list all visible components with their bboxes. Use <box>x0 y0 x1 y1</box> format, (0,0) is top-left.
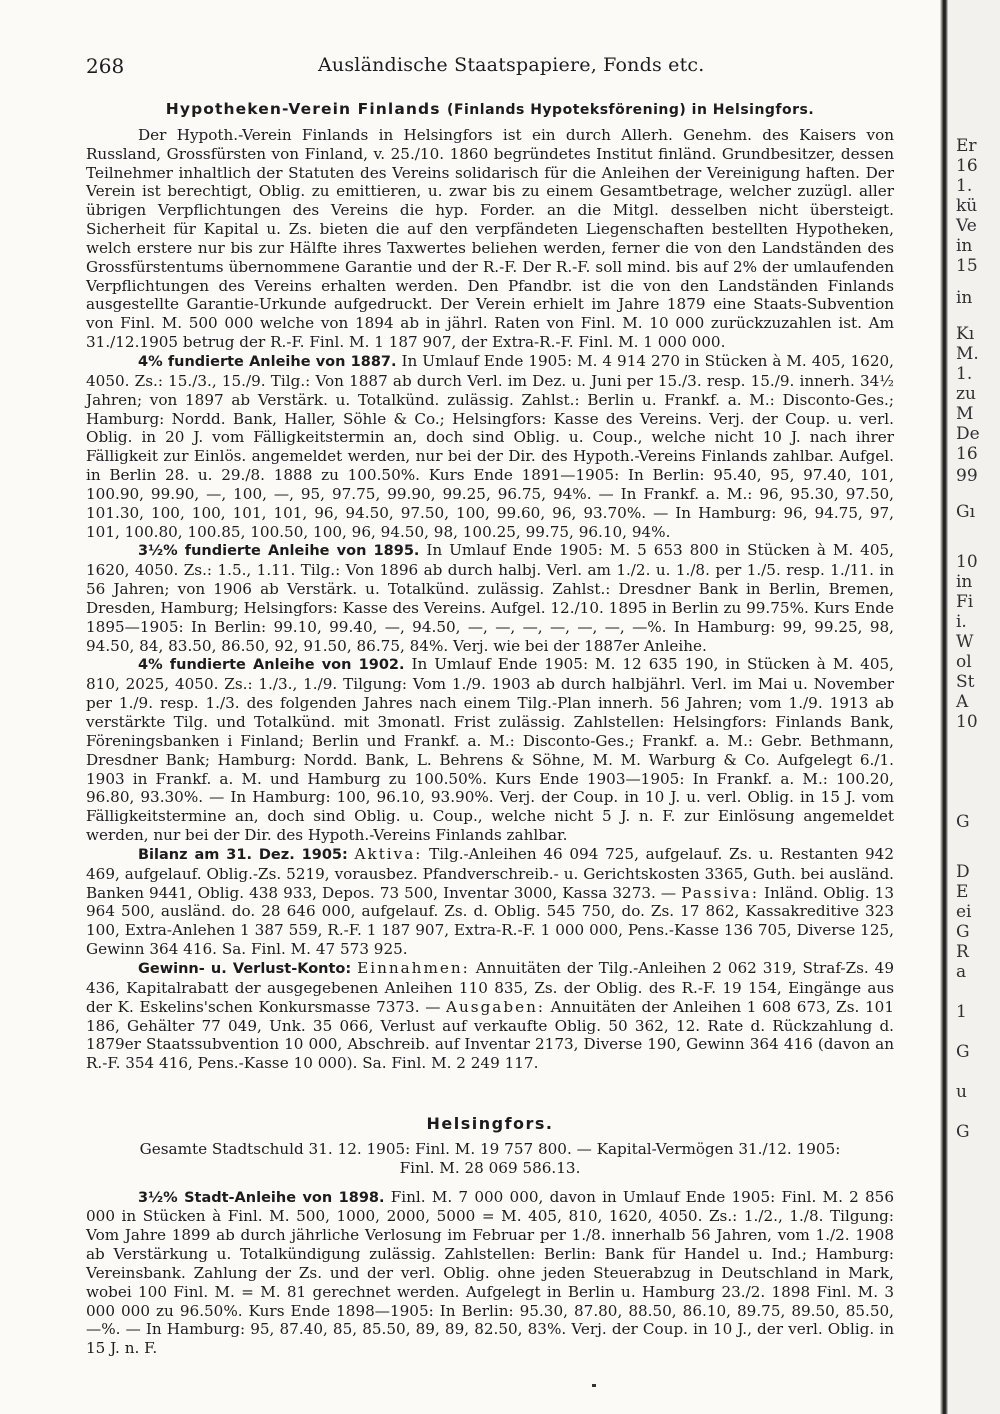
adjacent-page-fragment: ol <box>956 652 972 672</box>
bilanz-passiva-label: Passiva: <box>681 883 759 902</box>
adjacent-page-fragment: Kı <box>956 324 975 344</box>
bilanz-passiva-text: Inländ. Oblig. 13 964 500, ausländ. do. 28 646 000, aufgelauf. Zs. d. Oblig. 545 750, do. Zs. 17 862, Kassakreditive 323 100, Extra-Anlehen 1 387 559, R.-F. 1 187 907, Extra-R.-F. 1 000 000, Pens.-Kasse 136 705, Diverse 125, Gewinn 364 416. Sa. Finl. M. 47 573 925. <box>86 883 894 959</box>
adjacent-page-fragment: W <box>956 632 974 652</box>
section-title-helsingfors: Helsingfors. <box>426 1114 554 1134</box>
adjacent-page-fragment: Gı <box>956 502 976 522</box>
bilanz-title: Bilanz am 31. Dez. 1905: <box>138 846 348 863</box>
intro-paragraph: Der Hypoth.-Verein Finlands in Helsingfors ist ein durch Allerh. Genehm. des Kaisers von Russland, Grossfürsten von Finland, v. 25./10. 1860 begründetes Institut finländ. Grundbesitzer, dessen Teilnehmer inhaltlich der Statuten des Vereins solidarisch für die Anleihen der Vereinigung haften. Der Verein ist berechtigt, Oblig. zu emittieren, u. zwar bis zu einem Gesamtbetrage, welcher zuzügl. aller übrigen Verpflichtungen des Vereins die hyp. Forder. an die Mitgl. desselben nicht übersteigt. Sicherheit für Kapital u. Zs. bieten die auf den verpfändeten Liegenschaften bestellten Hypotheken, welch erstere nur bis zur Hälfte ihres Taxwertes beliehen werden, ferner die von den Landständen des Grossfürstentums übernommene Garantie und der R.-F. Der R.-F. soll mind. bis auf 2% der umlaufenden Verpflichtungen des Vereins erhalten werden. Den Pfandbr. ist die von den Landständen Finlands ausgestellte Garantie-Urkunde aufgedruckt. Der Verein erhielt im Jahre 1879 eine Staats-Subvention von Finl. M. 500 000 welche von 1894 ab in jährl. Raten von Finl. M. 10 000 zurückzuzahlen ist. Am 31./12.1905 betrug der R.-F. Finl. M. 1 187 907, der Extra-R.-F. Finl. M. 1 000 000. <box>86 125 894 352</box>
loan-1887-text: In Umlauf Ende 1905: M. 4 914 270 in Stücken à M. 405, 1620, 4050. Zs.: 15./3., 15./9. Tilg.: Von 1887 ab durch Verl. im Dez. u. Juni per 15./3. resp. 15./9. innerh. 34½ Jahren; von 1897 ab Verstärk. u. Totalkünd. zulässig. Zahlst.: Berlin u. Frankf. a. M.: Disconto-Ges.; Hamburg: Nordd. Bank, Haller, Söhle & Co.; Helsingfors: Kasse des Vereins. Verj. der Coup. u. verl. Oblig. in 20 J. vom Fälligkeitstermin an, doch sind Oblig. u. Coup., welche nicht 10 J. nach ihrer Fälligkeit zur Einlös. angemeldet werden, nur bei der Dir. des Hypoth.-Vereins Finlands zahlbar. Aufgel. in Berlin 28. u. 29./8. 1888 zu 100.50%. Kurs Ende 1891—1905: In Berlin: 95.40, 95, 97.40, 101, 100.90, 99.90, —, 100, —, 95, 97.75, 99.90, 99.25, 96.75, 94%. — In Frankf. a. M.: 96, 95.30, 97.50, 101.30, 100, 100, 101, 101, 96, 94.50, 97.50, 100, 99.60, 96, 93.70%. — In Hamburg: 96, 94.75, 97, 101, 100.80, 100.85, 100.50, 100, 96, 94.50, 98, 100.25, 99.75, 96.10, 94%. <box>86 351 894 541</box>
adjacent-page-fragment: 15 <box>956 256 978 276</box>
adjacent-page-fragment: De <box>956 424 980 444</box>
adjacent-page-fragment: M. <box>956 344 979 364</box>
adjacent-page-fragment: St <box>956 672 975 692</box>
loan-1887-title: 4% fundierte Anleihe von 1887. <box>138 353 397 370</box>
adjacent-page-fragment: A <box>956 692 969 712</box>
page-header <box>86 54 886 82</box>
loan-1902-paragraph <box>86 655 894 844</box>
ink-speck <box>592 1384 596 1387</box>
adjacent-page-fragment: 1. <box>956 364 973 384</box>
adjacent-page-fragment: Fi <box>956 592 974 612</box>
adjacent-page-fragment: Ve <box>956 216 977 236</box>
adjacent-page-fragment: zu <box>956 384 976 404</box>
section-title-hypotheken-verein <box>86 100 894 120</box>
adjacent-page-fragment: ei <box>956 902 972 922</box>
adjacent-page-fragment: 1. <box>956 176 973 196</box>
bilanz-aktiva-label: Aktiva: <box>354 844 423 863</box>
adjacent-page-fragment: i. <box>956 612 967 632</box>
book-spine <box>940 0 948 1414</box>
adjacent-page-fragment: G <box>956 922 970 942</box>
section-title-sub: (Finlands Hypoteksförening) in Helsingfors. <box>447 102 815 118</box>
adjacent-page-fragment: D <box>956 862 970 882</box>
loan-1895-text: In Umlauf Ende 1905: M. 5 653 800 in Stücken à M. 405, 1620, 4050. Zs.: 1.5., 1.11. Tilg.: Von 1896 ab durch halbj. Verl. am 1./2. u. 1./8. per 1./5. resp. 1./11. in 56 Jahren; von 1906 ab Verstärk. u. Totalkünd. zulässig. Zahlst.: Dresdner Bank in Berlin, Bremen, Dresden, Hamburg; Helsingfors: Kasse des Vereins. Aufgel. 12./10. 1895 in Berlin zu 99.75%. Kurs Ende 1895—1905: In Berlin: 99.10, 99.40, —, 94.50, —, —, —, —, —, —, —%. In Hamburg: 99, 99.25, 98, 94.50, 84, 83.50, 86.50, 92, 91.50, 86.75, 84%. Verj. wie bei der 1887er Anleihe. <box>86 541 895 655</box>
adjacent-page-fragment: in <box>956 572 973 592</box>
adjacent-page-fragment: Er <box>956 136 977 156</box>
adjacent-page-fragment: in <box>956 236 973 256</box>
page-content <box>86 100 894 1358</box>
city-debt-line-1: Gesamte Stadtschuld 31. 12. 1905: Finl. M. 19 757 800. — Kapital-Vermögen 31./12. 1905: <box>139 1139 841 1158</box>
adjacent-page-fragment: G <box>956 1122 970 1142</box>
adjacent-page-fragment: 99 <box>956 466 978 486</box>
adjacent-page-fragment: 16 <box>956 444 978 464</box>
adjacent-page-fragment: a <box>956 962 967 982</box>
loan-1887-paragraph <box>86 352 894 541</box>
bilanz-paragraph <box>86 845 894 959</box>
adjacent-page-fragment: in <box>956 288 973 308</box>
gv-title: Gewinn- u. Verlust-Konto: <box>138 960 352 977</box>
adjacent-page-edge <box>948 0 1000 1414</box>
page-number: 268 <box>86 54 125 78</box>
running-head: Ausländische Staatspapiere, Fonds etc. <box>318 54 705 76</box>
loan-1895-title: 3½% fundierte Anleihe von 1895. <box>138 543 420 560</box>
adjacent-page-fragment: u <box>956 1082 967 1102</box>
adjacent-page-fragment: 10 <box>956 552 978 572</box>
adjacent-page-fragment: R <box>956 942 969 962</box>
adjacent-page-fragment: 16 <box>956 156 978 176</box>
bilanz-aktiva-text: Tilg.-Anleihen 46 094 725, aufgelauf. Zs. u. Restanten 942 469, aufgelauf. Oblig.-Zs. 5219, vorausbez. Pfandverschreib.- u. Gerichtskosten 3365, Guth. bei ausländ. Banken 9441, Oblig. 438 933, Depos. 73 500, Inventar 3000, Kassa 3273. — <box>86 844 895 902</box>
gv-paragraph <box>86 959 894 1073</box>
loan-1895-paragraph <box>86 541 894 655</box>
adjacent-page-fragment: 10 <box>956 712 978 732</box>
section-title-main: Hypotheken-Verein Finlands <box>165 100 441 118</box>
loan-1902-title: 4% fundierte Anleihe von 1902. <box>138 657 405 674</box>
gv-einnahmen-text: Annuitäten der Tilg.-Anleihen 2 062 319, Straf-Zs. 49 436, Kapitalrabatt der ausgegebenen Anleihen 110 835, Zs. der Oblig. des R.-F. 19 154, Eingänge aus der K. Eskelins'schen Konkursmasse 7373. — <box>86 958 895 1016</box>
adjacent-page-fragment: G <box>956 1042 970 1062</box>
city-loan-1898-paragraph <box>86 1188 894 1359</box>
gv-ausgaben-text: Annuitäten der Anleihen 1 608 673, Zs. 101 186, Gehälter 77 049, Unk. 35 066, Verlust auf verkaufte Oblig. 50 362, 12. Rate d. Rückzahlung d. 1879er Staatssubvention 10 000, Abschreib. auf Inventar 2173, Diverse 190, Gewinn 364 416 (davon an R.-F. 354 416, Pens.-Kasse 10 000). Sa. Finl. M. 2 249 117. <box>86 997 894 1073</box>
city-loan-1898-title: 3½% Stadt-Anleihe von 1898. <box>138 1189 385 1206</box>
gv-ausgaben-label: Ausgaben: <box>446 997 545 1016</box>
adjacent-page-fragment: M <box>956 404 974 424</box>
gv-einnahmen-label: Einnahmen: <box>357 958 470 977</box>
city-debt-line-2: Finl. M. 28 069 586.13. <box>399 1158 581 1177</box>
adjacent-page-fragment: 1 <box>956 1002 967 1022</box>
adjacent-page-fragment: G <box>956 812 970 832</box>
adjacent-page-fragment: E <box>956 882 969 902</box>
adjacent-page-fragment: kü <box>956 196 978 216</box>
city-loan-1898-text: Finl. M. 7 000 000, davon in Umlauf Ende 1905: Finl. M. 2 856 000 in Stücken à Finl. M. 500, 1000, 2000, 5000 = M. 405, 810, 1620, 4050. Zs.: 1./2., 1./8. Tilgung: Vom Jahre 1899 ab durch jährliche Verlosung im Februar per 1./8. innerhalb 56 Jahren, vom 1./2. 1908 ab Verstärkung u. Totalkündigung zulässig. Zahlstellen: Berlin: Bank für Handel u. Ind.; Hamburg: Vereinsbank. Zahlung der Zs. und der verl. Oblig. ohne jeden Steuerabzug in Deutschland in Mark, wobei 100 Finl. M. = M. 81 gerechnet werden. Aufgelegt in Berlin u. Hamburg 23./2. 1898 Finl. M. 3 000 000 zu 96.50%. Kurs Ende 1898—1905: In Berlin: 95.30, 87.80, 88.50, 86.10, 89.75, 89.50, 85.50, —%. — In Hamburg: 95, 87.40, 85, 85.50, 89, 89, 82.50, 83%. Verj. der Coup. in 10 J., der verl. Oblig. in 15 J. n. F. <box>86 1187 895 1358</box>
loan-1902-text: In Umlauf Ende 1905: M. 12 635 190, in Stücken à M. 405, 810, 2025, 4050. Zs.: 1./3., 1./9. Tilgung: Vom 1./9. 1903 ab durch halbjährl. Verl. im Mai u. November per 1./9. resp. 1./3. des folgenden Jahres nach einem Tilg.-Plan innerh. 56 Jahren; vom 1./9. 1913 ab verstärkte Tilg. und Totalkünd. mit 3monatl. Frist zulässig. Zahlstellen: Helsingfors: Finlands Bank, Föreningsbanken i Finland; Berlin und Frankf. a. M.: Disconto-Ges.; Frankf. a. M.: Gebr. Bethmann, Dresdner Bank; Hamburg: Nordd. Bank, L. Behrens & Söhne, M. M. Warburg & Co. Aufgelegt 6./1. 1903 in Frankf. a. M. und Hamburg zu 100.50%. Kurs Ende 1903—1905: In Frankf. a. M.: 100.20, 96.80, 93.30%. — In Hamburg: 100, 96.10, 93.90%. Verj. der Coup. in 10 J. u. verl. Oblig. in 15 J. vom Fälligkeitstermine an, doch sind Oblig. u. Coup., welche nicht 5 J. n. F. zur Einlösung angemeldet werden, nur bei der Dir. des Hypoth.-Vereins Finlands zahlbar. <box>86 655 894 845</box>
